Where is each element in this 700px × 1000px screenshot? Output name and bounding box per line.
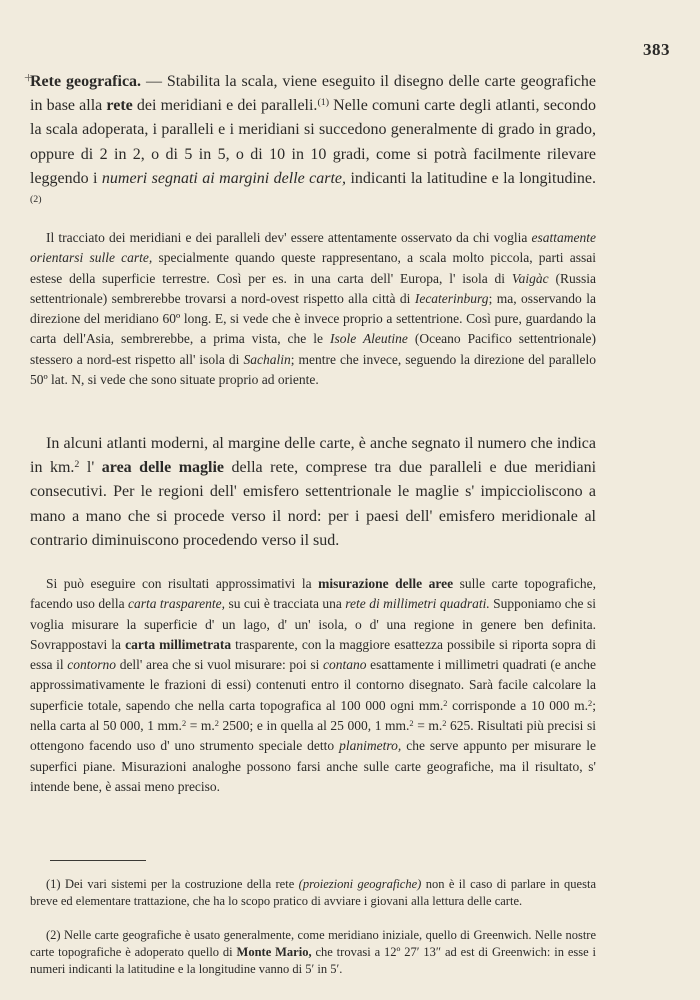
text-run: = m. [186,718,215,734]
text-run: ; ma, osservando la direzione del meridiano 60º long. E, si vede che è invece proprio a settentrione. Così pure, guardando la carta dell'Asia, sembrerebbe, a prima vista, che le [30,290,596,347]
text-run: 2500; e in quella al 25 000, 1 mm. [218,718,410,734]
italic-term: Vaigàc [511,270,549,286]
text-run: In alcuni atlanti moderni, al margine delle carte, è anche segnato il numero che indica in km. [30,435,596,477]
italic-term: numeri segnati ai margini delle carte, [101,169,347,187]
text-run: sulle carte topografiche, facendo uso della [30,576,596,612]
italic-term: contano [322,657,367,673]
text-run: — Stabilita la scala, viene eseguito il disegno delle carte geografiche in base alla [30,73,596,115]
superscript: 2 [442,718,447,728]
text-run: Nelle carte geografiche è usato generalmente, come meridiano iniziale, quello di Greenwich. Nelle nostre carte topografiche è adoperato quello di [30,928,596,959]
italic-term: Isole Aleutine [329,331,408,347]
superscript: 2 [409,718,414,728]
text-run: ; mentre che invece, seguendo la direzione del parallelo 50º lat. N, si vede che sono situate proprio ad oriente. [30,351,596,388]
bold-term: rete [106,97,133,115]
text-run: = m. [413,718,443,734]
text-run: dei meridiani e dei paralleli. [132,97,318,115]
superscript: 2 [181,718,187,728]
text-run: indicanti la latitudine e la longitudine. [346,169,596,187]
text-run: (Oceano Pacifico settentrionale) stessero a nord-est rispetto all' isola di [30,331,597,367]
text-run: Dei vari sistemi per la costruzione della rete [60,877,299,891]
margin-mark: + [24,70,34,87]
footnote-ref: (2) [30,194,42,206]
text-run: esattamente i millimetri quadrati (e anche approssimativamente le frazioni di essi) contenuti entro il contorno disegnato. Sarà facile calcolare la superficie totale, sapendo che nella carta topografica al 100 000 ogni mm. [30,657,597,713]
footnote-rule [50,860,146,861]
footnote-2 [30,927,596,978]
paragraph-misurazione-aree [30,574,596,797]
text-run: Supponiamo che si voglia misurare la superficie d' un lago, d' un' isola, o d' una regione in genere ben definita. Sovrappostavi la [30,596,596,652]
bold-term: Monte Mario, [236,945,312,959]
superscript: 2 [214,718,219,728]
text-run: non è il caso di parlare in questa breve ed elementare trattazione, che ha lo scopo pratico di avviare i giovani alla lettura delle carte. [30,877,596,908]
footnote-mark: (1) [46,877,61,891]
text-run: (Russia settentrionale) sembrerebbe trovarsi a nord-ovest rispetto alla città di [30,270,596,306]
italic-term: (proiezioni geografiche) [298,877,422,891]
text-run: Nelle comuni carte degli atlanti, secondo la scala adoperata, i paralleli e i meridiani si succedono generalmente di grado in grado, oppure di 2 in 2, o di 5 in 5, o di 10 in 10 gradi, come si potrà facilmente rilevare leggendo i [30,97,597,187]
superscript: 2 [588,698,593,708]
section-heading: Rete geografica. [30,73,142,90]
italic-term: contorno [67,657,117,673]
text-run: corrisponde a 10 000 m. [447,697,589,713]
footnote-mark: (2) [46,928,61,942]
text-run: Il tracciato dei meridiani e dei paralleli dev' essere attentamente osservato da chi voglia [46,230,532,245]
text-run: dell' area che si vuol misurare: poi si [116,657,323,673]
paragraph-rete-geografica [30,70,596,215]
bold-term: misurazione delle aree [318,576,454,591]
bold-term: area delle maglie [101,459,225,477]
footnote-1 [30,876,596,910]
italic-term: carta trasparente, [128,596,226,612]
text-run: trasparente, con la maggiore esattezza possibile si riporta sopra di essa il [30,636,596,673]
italic-term: esattamente orientarsi sulle carte, [30,230,596,266]
superscript: 2 [443,698,448,708]
italic-term: rete di millimetri quadrati. [345,596,490,612]
page-number: 383 [643,40,670,59]
italic-term: Sachalin [243,351,291,367]
footnote-ref: (1) [317,97,329,109]
text-run: che serve appunto per misurare le superfici piane. Misurazioni analoghe possono farsi anche sulle carte geografiche, ma il risultato, s' intende bene, è assai meno preciso. [30,738,596,794]
text-run: l' [79,459,102,477]
italic-term: planimetro, [339,738,402,754]
text-run: della rete, comprese tra due paralleli e due meridiani consecutivi. Per le regioni dell' emisfero settentrionale le maglie s' impiccioliscono a mano a mano che si procede verso il nord: per i paesi dell' emisfero meridionale al contrario diminuiscono procedendo verso il sud. [30,459,597,549]
text-run: Si può eseguire con risultati approssimativi la [46,576,319,591]
paragraph-area-maglie [30,432,596,553]
italic-term: Iecaterinburg [414,290,489,306]
text-run: ; nella carta al 50 000, 1 mm. [30,697,596,734]
bold-term: carta millimetrata [125,636,232,652]
paragraph-tracciato [30,228,596,390]
text-run: 625. Risultati più precisi si ottengono facendo uso d' uno strumento speciale detto [30,718,596,754]
text-run: su cui è tracciata una [225,596,346,612]
text-run: che trovasi a 12º 27′ 13″ ad est di Greenwich: in esse i numeri indicanti la latitudine e la longitudine vanno di 5′ in 5′. [30,945,597,976]
text-run: specialmente quando queste rappresentano, a scala molto piccola, parti assai estese della superficie terrestre. Così per es. in una carta dell' Europa, l' isola di [30,250,596,286]
superscript: 2 [74,459,80,471]
